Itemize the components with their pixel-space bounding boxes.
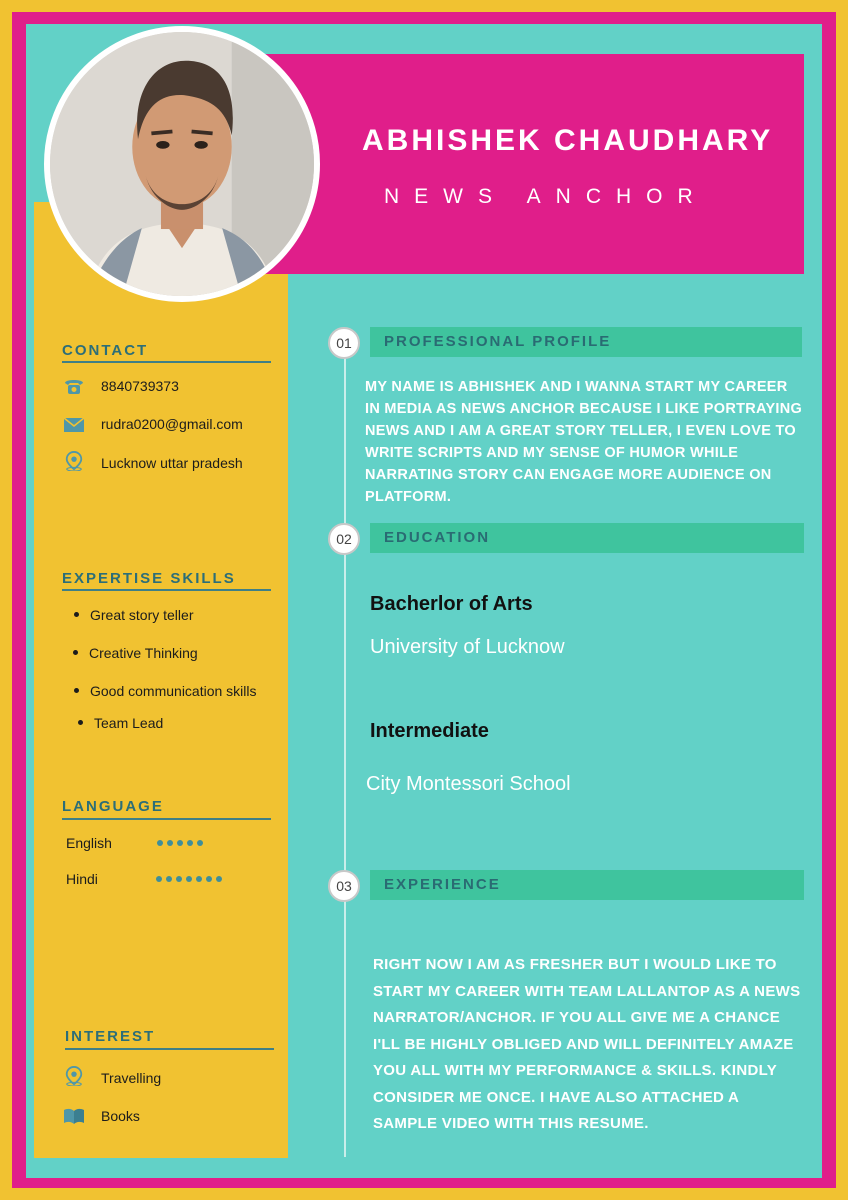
profile-photo-illustration — [50, 32, 314, 296]
language-heading: LANGUAGE — [62, 798, 164, 815]
timeline-line — [344, 342, 346, 1157]
experience-text: RIGHT NOW I AM AS FRESHER BUT I WOULD LIKE TO START MY CAREER WITH TEAM LALLANTOP AS A NEWS NARRATOR/ANCHOR. IF YOU ALL GIVE ME A CHANCE I'LL BE HIGHLY OBLIGED AND WILL DEFINITELY AMAZE YOU ALL WITH MY PERFORMANCE & SKILLS. KINDLY CONSIDER ME ONCE. I HAVE ALSO ATTACHED A SAMPLE VIDEO WITH THIS RESUME. — [373, 956, 801, 1132]
contact-rule — [62, 361, 271, 363]
interest-heading: INTEREST — [65, 1028, 156, 1045]
language-hindi: Hindi — [66, 871, 98, 887]
language-english: English — [66, 835, 112, 851]
location-pin-icon — [63, 451, 85, 471]
language-hindi-rating — [156, 876, 222, 882]
education-school-2: City Montessori School — [366, 773, 571, 795]
section-number-03: 03 — [328, 870, 360, 902]
language-english-rating — [157, 840, 203, 846]
rating-dot — [186, 876, 192, 882]
skill-item: Good communication skills — [74, 683, 257, 699]
mail-icon — [63, 415, 85, 435]
section-number-02: 02 — [328, 523, 360, 555]
rating-dot — [156, 876, 162, 882]
skills-heading: EXPERTISE SKILLS — [62, 570, 236, 587]
profile-text: MY NAME IS ABHISHEK AND I WANNA START MY CAREER IN MEDIA AS NEWS ANCHOR BECAUSE I LIKE PORTRAYING NEWS AND I AM A GREAT STORY TELLER, I EVEN LOVE TO WRITE SCRIPTS AND MY SENSE OF HUMOR WHILE NARRATING STORY CAN ENGAGE MORE AUDIENCE ON PLATFORM. — [365, 379, 803, 505]
experience-section-title: EXPERIENCE — [384, 876, 501, 893]
rating-dot — [167, 840, 173, 846]
interest-travelling: Travelling — [101, 1070, 162, 1086]
contact-email: rudra0200@gmail.com — [101, 416, 243, 432]
interest-rule — [65, 1048, 274, 1050]
education-school-1: University of Lucknow — [370, 636, 565, 658]
rating-dot — [176, 876, 182, 882]
rating-dot — [197, 840, 203, 846]
phone-icon — [63, 376, 85, 396]
profile-section-bar — [370, 327, 802, 357]
candidate-role: NEWS ANCHOR — [384, 185, 708, 208]
rating-dot — [157, 840, 163, 846]
rating-dot — [166, 876, 172, 882]
language-rule — [62, 818, 271, 820]
rating-dot — [187, 840, 193, 846]
skills-rule — [62, 589, 271, 591]
interest-books: Books — [101, 1108, 140, 1124]
book-icon — [63, 1106, 85, 1126]
section-number-01: 01 — [328, 327, 360, 359]
rating-dot — [177, 840, 183, 846]
education-section-bar — [370, 523, 804, 553]
skill-item: Team Lead — [78, 715, 163, 731]
education-section-title: EDUCATION — [384, 529, 491, 546]
profile-section-title: PROFESSIONAL PROFILE — [384, 333, 612, 350]
profile-photo — [44, 26, 320, 302]
contact-heading: CONTACT — [62, 342, 149, 359]
education-degree-2: Intermediate — [370, 720, 489, 742]
candidate-name: ABHISHEK CHAUDHARY — [362, 124, 774, 157]
contact-location: Lucknow uttar pradesh — [101, 455, 243, 471]
skill-item: Great story teller — [74, 607, 193, 623]
location-pin-icon — [63, 1066, 85, 1086]
experience-section-bar — [370, 870, 804, 900]
rating-dot — [216, 876, 222, 882]
contact-phone: 8840739373 — [101, 378, 179, 394]
name-banner — [246, 54, 804, 274]
rating-dot — [196, 876, 202, 882]
rating-dot — [206, 876, 212, 882]
education-degree-1: Bacherlor of Arts — [370, 593, 533, 615]
skill-item: Creative Thinking — [73, 645, 198, 661]
